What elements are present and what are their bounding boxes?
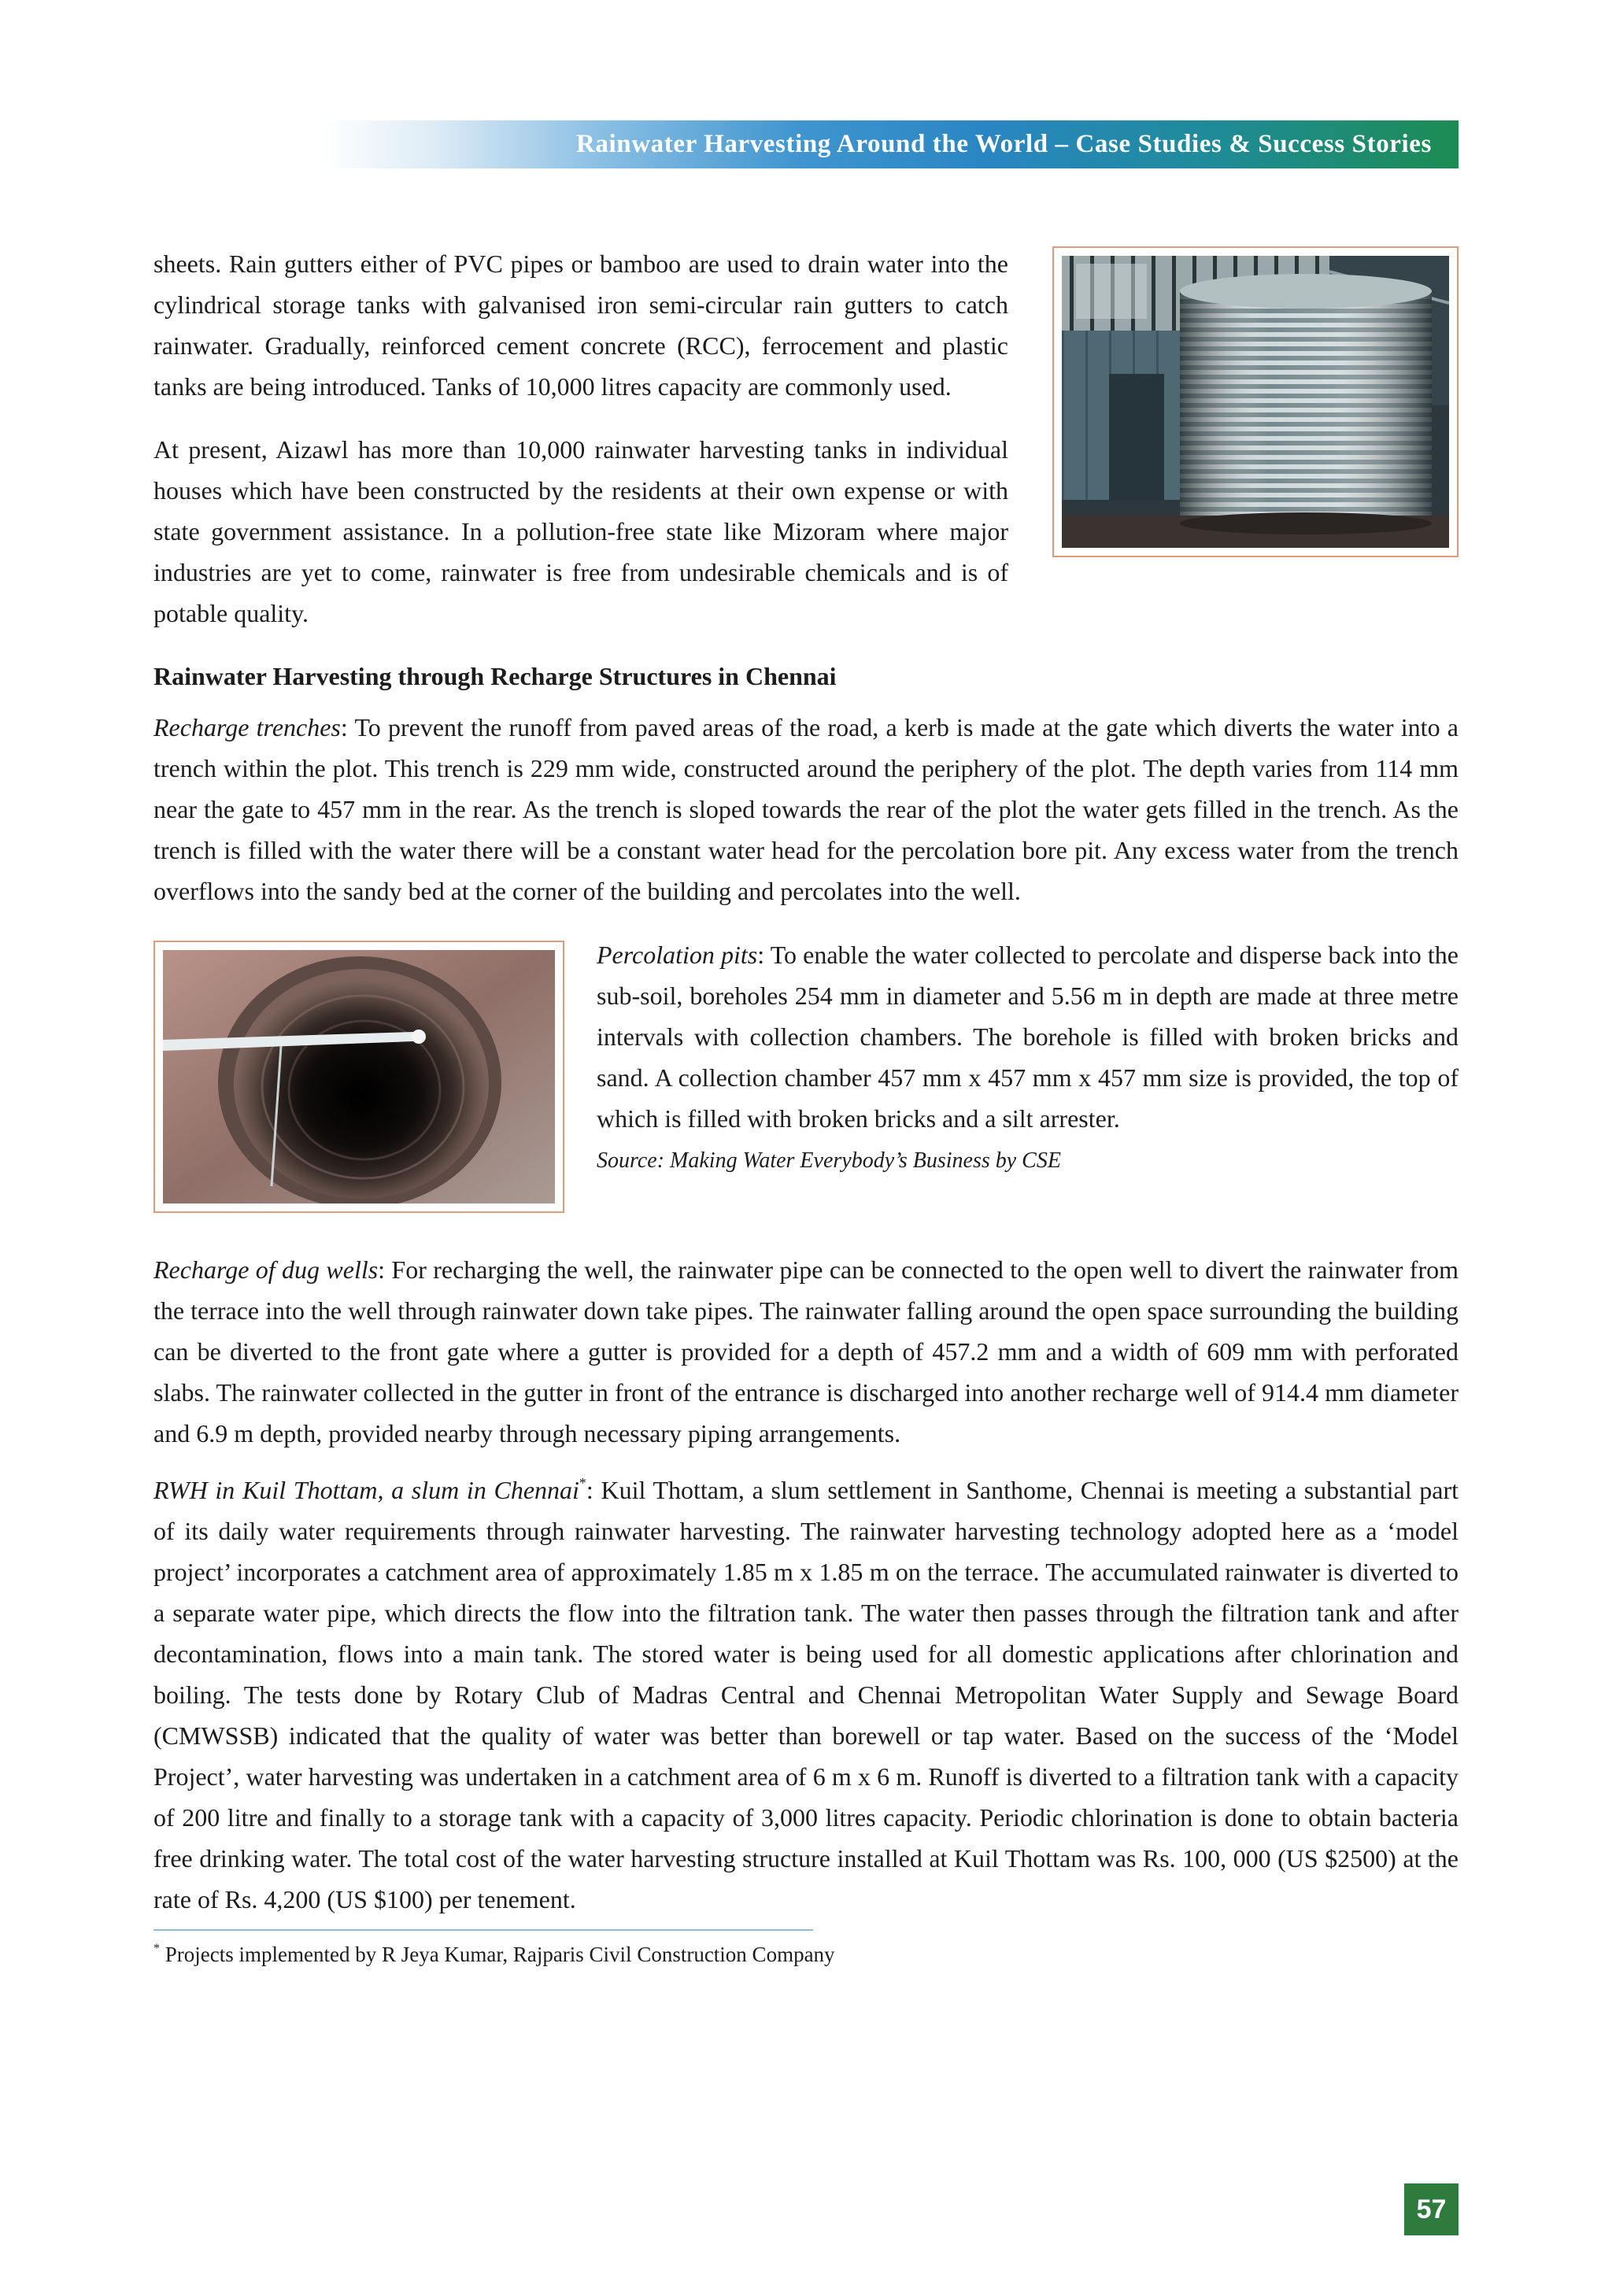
- kuil-thottam-paragraph: [153, 1470, 1459, 1920]
- intro-paragraph-2: At present, Aizawl has more than 10,000 rainwater harvesting tanks in individual houses which have been constructed by the residents at their own expense or with state government assistance. In a pollution-free state like Mizoram where major industries are yet to come, rainwater is free from undesirable chemicals and is of potable quality.: [153, 435, 1008, 627]
- footnote-divider: [153, 1929, 813, 1931]
- percolation-pits-text: : To enable the water collected to percolate and disperse back into the sub-soil, boreholes 254 mm in diameter and 5.56 m in depth are made at three metre intervals with collection chambers. The borehole is filled with broken bricks and sand. A collection chamber 457 mm x 457 mm x 457 mm size is provided, the top of which is filled with broken bricks and a silt arrester.: [597, 941, 1459, 1133]
- rainwater-tank-photo: [1062, 256, 1449, 548]
- footnote: [153, 1939, 1459, 1970]
- percolation-pits-block: [153, 934, 1459, 1213]
- running-header: [323, 120, 1459, 168]
- main-content: [153, 243, 1459, 1970]
- intro-paragraph-1: sheets. Rain gutters either of PVC pipes or bamboo are used to drain water into the cylindrical storage tanks with galvanised iron semi-circular rain gutters to catch rainwater. Gradually, reinforced cement concrete (RCC), ferrocement and plastic tanks are being introduced. Tanks of 10,000 litres capacity are commonly used.: [153, 250, 1008, 401]
- tank-photo-frame: [1052, 246, 1459, 557]
- well-photo-frame: [153, 941, 564, 1213]
- footnote-reference-marker: *: [579, 1475, 586, 1491]
- dug-wells-paragraph: [153, 1249, 1459, 1454]
- dug-wells-text: : For recharging the well, the rainwater pipe can be connected to the open well to divert the rainwater from the terrace into the well through rainwater down take pipes. The rainwater falling around the open space surrounding the building can be diverted to the front gate where a gutter is provided for a depth of 457.2 mm and a width of 609 mm with perforated slabs. The rainwater collected in the gutter in front of the entrance is discharged into another recharge well of 914.4 mm diameter and 6.9 m depth, provided nearby through necessary piping arrangements.: [153, 1255, 1459, 1447]
- pulley: [412, 1030, 426, 1044]
- tank-shading: [1180, 291, 1432, 523]
- page-number: 57: [1404, 2183, 1459, 2235]
- footnote-text: Projects implemented by R Jeya Kumar, Rajparis Civil Construction Company: [165, 1943, 835, 1966]
- tank-base: [1180, 512, 1432, 534]
- section-heading: Rainwater Harvesting through Recharge Structures in Chennai: [153, 662, 837, 690]
- running-header-title: Rainwater Harvesting Around the World – Case Studies & Success Stories: [575, 130, 1432, 158]
- tank-top: [1180, 274, 1432, 309]
- recharge-trenches-text: : To prevent the runoff from paved areas of the road, a kerb is made at the gate which diverts the water into a trench within the plot. This trench is 229 mm wide, constructed around the periphery of the plot. The depth varies from 114 mm near the gate to 457 mm in the rear. As the trench is sloped towards the rear of the plot the water gets filled in the trench. As the trench is filled with the water there will be a constant water head for the percolation bore pit. Any excess water from the trench overflows into the sandy bed at the corner of the building and percolates into the well.: [153, 713, 1459, 905]
- recharge-trenches-paragraph: [153, 707, 1459, 911]
- percolation-well-photo: [163, 950, 555, 1203]
- kuil-thottam-text: : Kuil Thottam, a slum settlement in Santhome, Chennai is meeting a substantial part of its daily water requirements through rainwater harvesting. The rainwater harvesting technology adopted here as a ‘model project’ incorporates a catchment area of approximately 1.85 m x 1.85 m on the terrace. The accumulated rainwater is diverted to a separate water pipe, which directs the flow into the filtration tank. The water then passes through the filtration tank and after decontamination, flows into a main tank. The stored water is being used for all domestic applications after chlorination and boiling. The tests done by Rotary Club of Madras Central and Chennai Metropolitan Water Supply and Sewage Board (CMWSSB) indicated that the quality of water was better than borewell or tap water. Based on the success of the ‘Model Project’, water harvesting was undertaken in a catchment area of 6 m x 6 m. Runoff is diverted to a filtration tank with a capacity of 200 litre and finally to a storage tank with a capacity of 3,000 litres capacity. Periodic chlorination is done to obtain bacteria free drinking water. The total cost of the water harvesting structure installed at Kuil Thottam was Rs. 100, 000 (US $2500) at the rate of Rs. 4,200 (US $100) per tenement.: [153, 1476, 1459, 1913]
- recharge-trenches-label: Recharge trenches: [153, 713, 341, 741]
- kuil-thottam-label: RWH in Kuil Thottam, a slum in Chennai: [153, 1476, 579, 1504]
- image-source-credit: Source: Making Water Everybody’s Business by CSE: [597, 1148, 1061, 1173]
- percolation-pits-label: Percolation pits: [597, 941, 758, 969]
- bright-window: [1076, 264, 1147, 319]
- doorway: [1109, 374, 1164, 500]
- footnote-marker: *: [153, 1942, 160, 1955]
- dug-wells-label: Recharge of dug wells: [153, 1255, 379, 1284]
